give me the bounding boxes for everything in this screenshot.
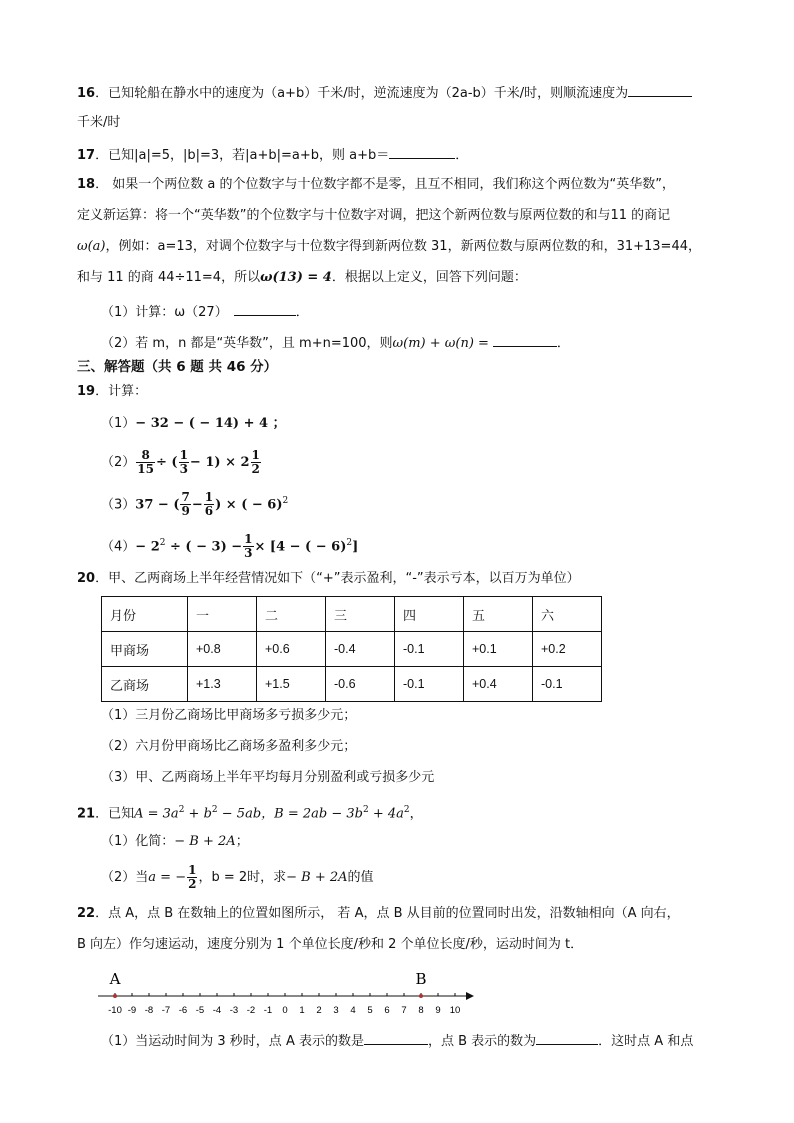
table-header-cell: 月份 [102, 597, 188, 632]
q19-p3-frac1: $\frac{7}{9}$ [181, 490, 190, 519]
q21-pre: ．已知 [95, 806, 135, 822]
q19-intro [77, 382, 147, 402]
q19-p1-label: （1） [101, 416, 136, 431]
axis-tick-label: 2 [316, 1005, 322, 1016]
table-header-cell: 二 [257, 597, 326, 632]
q18-text-4a: 和与 11 的商 44÷11=4，所以 [77, 270, 261, 285]
q16-line1 [77, 82, 692, 104]
q19-p4-c: × [4 − ( − 6) [254, 539, 347, 555]
axis-tick-label: -5 [195, 1005, 205, 1016]
axis-arrow-icon [466, 992, 474, 1000]
table-cell: -0.1 [533, 667, 602, 702]
q22-sub1 [101, 1030, 693, 1052]
table-cell: +0.2 [533, 632, 602, 667]
q19-p4-sup1: 2 [159, 538, 166, 548]
table-header-cell: 四 [395, 597, 464, 632]
q17-text: ．已知|a|=5，|b|=3，若|a+b|=a+b，则 a+b＝ [95, 148, 390, 163]
q16-line2 [77, 113, 120, 133]
q19-part4 [101, 528, 358, 562]
axis-tick-label: -4 [212, 1005, 222, 1016]
q19-part3 [101, 486, 288, 520]
q21-end: ， [409, 806, 423, 822]
q21-s2-label: （2）当 [101, 870, 149, 885]
q22-s1-b: ，点 B 表示的数为 [427, 1034, 537, 1049]
q21-s1-math: − B + 2A [174, 834, 236, 849]
q19-p3-label: （3） [101, 497, 136, 513]
q19-p2-frac2: $\frac{1}{3}$ [179, 448, 188, 476]
q18-sub1-end: ． [295, 305, 309, 320]
q20-text: ．甲、乙两商场上半年经营情况如下（“+”表示盈利，“-”表示亏本，以百万为单位） [95, 571, 580, 586]
section-3-heading: 三、解答题（共 6 题 共 46 分） [77, 359, 278, 375]
q19-p3-sup: 2 [282, 496, 289, 506]
q18-omega-a: ω(a) [77, 239, 106, 254]
axis-tick-label: 10 [449, 1005, 461, 1016]
q19-p3-end: ) × ( − 6) [215, 497, 283, 513]
q16-text: ．已知轮船在静水中的速度为（a+b）千米/时，逆流速度为（2a-b）千米/时，则顺流速度为 [95, 86, 629, 101]
q20-table [101, 596, 602, 702]
q18-text-4b: ．根据以上定义，回答下列问题： [331, 270, 527, 285]
q17-number: 17 [77, 148, 96, 163]
q18-sub2-math: ω(m) + ω(n) = [392, 336, 489, 351]
axis-tick-label: -9 [127, 1005, 137, 1016]
q22-number: 22 [77, 906, 96, 921]
q21-s2-frac: $\frac{1}{2}$ [188, 863, 197, 891]
axis-tick-label: -1 [263, 1005, 273, 1016]
q19-p2-frac3: $\frac{1}{2}$ [251, 448, 260, 476]
table-cell: +0.8 [188, 632, 257, 667]
q19-p3-mid: − [191, 497, 203, 513]
table-cell: +0.1 [464, 632, 533, 667]
q21-s1-end: ； [235, 834, 249, 849]
number-line [0, 968, 794, 1028]
axis-tick-label: 5 [367, 1005, 373, 1016]
axis-tick-label: 7 [401, 1005, 407, 1016]
q22-blank-b[interactable] [536, 1030, 598, 1045]
table-cell: 甲商场 [102, 632, 188, 667]
q18-sub1 [101, 301, 309, 323]
table-cell: 乙商场 [102, 667, 188, 702]
q17-end: ． [455, 148, 469, 163]
q16-tail: 千米/时 [77, 115, 121, 130]
q21-sup: 2 [403, 805, 410, 815]
axis-tick-label: 1 [299, 1005, 305, 1016]
table-header-row [102, 597, 602, 632]
table-header-cell: 六 [533, 597, 602, 632]
q19-p3-a: 37 − ( [135, 497, 180, 513]
table-cell: +1.5 [257, 667, 326, 702]
point-b-label: B [415, 970, 427, 988]
table-cell: +0.6 [257, 632, 326, 667]
table-header-cell: 三 [326, 597, 395, 632]
q21-sup: 2 [362, 805, 369, 815]
table-cell: +1.3 [188, 667, 257, 702]
table-cell: +0.4 [464, 667, 533, 702]
axis-tick-label: 0 [282, 1005, 288, 1016]
q18-line4 [77, 268, 527, 288]
q19-p2-end: − 1) × 2 [189, 455, 250, 470]
q19-p2-label: （2） [101, 455, 136, 470]
point-a-marker [113, 994, 117, 998]
table-cell: -0.6 [326, 667, 395, 702]
q18-line2 [77, 206, 670, 226]
q16-number: 16 [77, 86, 96, 101]
q21-s2-math: − B + 2A [286, 870, 348, 885]
q19-part1 [101, 414, 286, 434]
q19-p4-a: − 2 [135, 539, 160, 555]
q21-number: 21 [77, 806, 96, 822]
axis-tick-label: -10 [108, 1005, 122, 1016]
q21-expr-b: + b [184, 806, 212, 822]
q17-line [77, 144, 468, 166]
axis-tick-label: -2 [246, 1005, 256, 1016]
q18-sub2-end: ． [556, 336, 570, 351]
q21-expr-a: A = 3a [134, 806, 179, 822]
q17-answer-blank[interactable] [389, 144, 455, 159]
axis-tick-label: 8 [418, 1005, 424, 1016]
q21-expr-d: + 4a [368, 806, 404, 822]
q19-p4-sup2: 2 [346, 538, 353, 548]
q21-line [77, 800, 423, 824]
q19-p1-expr: − 32 − ( − 14) + 4 ； [135, 416, 286, 431]
q19-p4-b: ÷ ( − 3) − [165, 539, 243, 555]
table-header-cell: 一 [188, 597, 257, 632]
q20-number: 20 [77, 571, 96, 586]
q21-sub2 [101, 863, 374, 893]
q21-expr-c: − 5ab，B = 2ab − 3b [217, 806, 363, 822]
q22-line2: B 向左）作匀速运动，速度分别为 1 个单位长度/秒和 2 个单位长度/秒，运动时间为 t． [77, 937, 584, 952]
axis-tick-label: -8 [144, 1005, 154, 1016]
axis-tick-label: 3 [333, 1005, 339, 1016]
q18-sub1-blank[interactable] [234, 301, 296, 316]
axis-tick-label: -6 [178, 1005, 188, 1016]
q18-text-2: 定义新运算：将一个“英华数”的个位数字与十位数字对调，把这个新两位数与原两位数的和与11 的商记 [77, 208, 671, 223]
q18-sub2 [101, 332, 570, 354]
q19-p3-frac2: $\frac{1}{6}$ [204, 490, 214, 519]
q21-sup: 2 [178, 805, 185, 815]
table-row [102, 632, 602, 667]
q19-number: 19 [77, 384, 96, 399]
axis-tick-label: -7 [161, 1005, 171, 1016]
q19-intro-text: ．计算： [95, 384, 148, 399]
q19-part2 [101, 448, 262, 478]
q22-blank-a[interactable] [364, 1030, 428, 1045]
axis-tick-label: 6 [384, 1005, 390, 1016]
q22-text-1: ．点 A，点 B 在数轴上的位置如图所示， 若 A，点 B 从目前的位置同时出发，沿数轴相向（A 向右， [95, 906, 680, 921]
table-cell: -0.4 [326, 632, 395, 667]
q18-text-3: ，例如：a=13，对调个位数字与十位数字得到新两位数 31，新两位数与原两位数的和，31+13=44， [105, 239, 701, 254]
q22-s1-c: ．这时点 A 和点 [598, 1034, 694, 1049]
q20-sub1: （1）三月份乙商场比甲商场多亏损多少元； [101, 708, 357, 723]
q18-omega-13: ω(13) = 4 [260, 270, 332, 285]
point-b-marker [419, 994, 423, 998]
q19-p2-mid: ÷ ( [155, 455, 178, 470]
q16-answer-blank[interactable] [628, 82, 692, 97]
q18-line1 [77, 175, 675, 195]
table-header-cell: 五 [464, 597, 533, 632]
q21-sub1 [101, 832, 249, 852]
q21-s2-b: ，b = 2时，求 [198, 870, 287, 885]
q18-sub2-blank[interactable] [493, 332, 557, 347]
point-a-label: A [109, 970, 121, 988]
axis-tick-label: -3 [229, 1005, 239, 1016]
q18-sub1-text: （1）计算：ω（27） [101, 305, 228, 320]
q18-line3 [77, 237, 701, 257]
q18-text-1: ． 如果一个两位数 a 的个位数字与十位数字都不是零，且互不相同，我们称这个两位数为“英华数”， [95, 177, 675, 192]
q20-sub3: （3）甲、乙两商场上半年平均每月分别盈利或亏损多少元 [101, 770, 435, 785]
table-row [102, 667, 602, 702]
q21-s2-a: a = − [148, 870, 187, 885]
q18-sub2-text: （2）若 m，n 都是“英华数”，且 m+n=100，则 [101, 336, 393, 351]
q22-s1-a: （1）当运动时间为 3 秒时，点 A 表示的数是 [101, 1034, 364, 1049]
q21-sup: 2 [211, 805, 218, 815]
axis-tick-label: 4 [350, 1005, 356, 1016]
q21-s1-label: （1）化简： [101, 834, 175, 849]
q20-sub2: （2）六月份甲商场比乙商场多盈利多少元； [101, 739, 357, 754]
q19-p4-d: ] [352, 539, 359, 555]
q18-number: 18 [77, 177, 96, 192]
q19-p2-frac1: $\frac{8}{15}$ [137, 448, 154, 476]
table-cell: -0.1 [395, 632, 464, 667]
q21-s2-end: 的值 [347, 870, 374, 885]
q22-line1 [77, 904, 680, 924]
table-cell: -0.1 [395, 667, 464, 702]
axis-tick-label: 9 [435, 1005, 441, 1016]
q19-p4-frac: $\frac{1}{3}$ [244, 532, 253, 561]
q20-line [77, 569, 580, 589]
q19-p4-label: （4） [101, 539, 136, 555]
